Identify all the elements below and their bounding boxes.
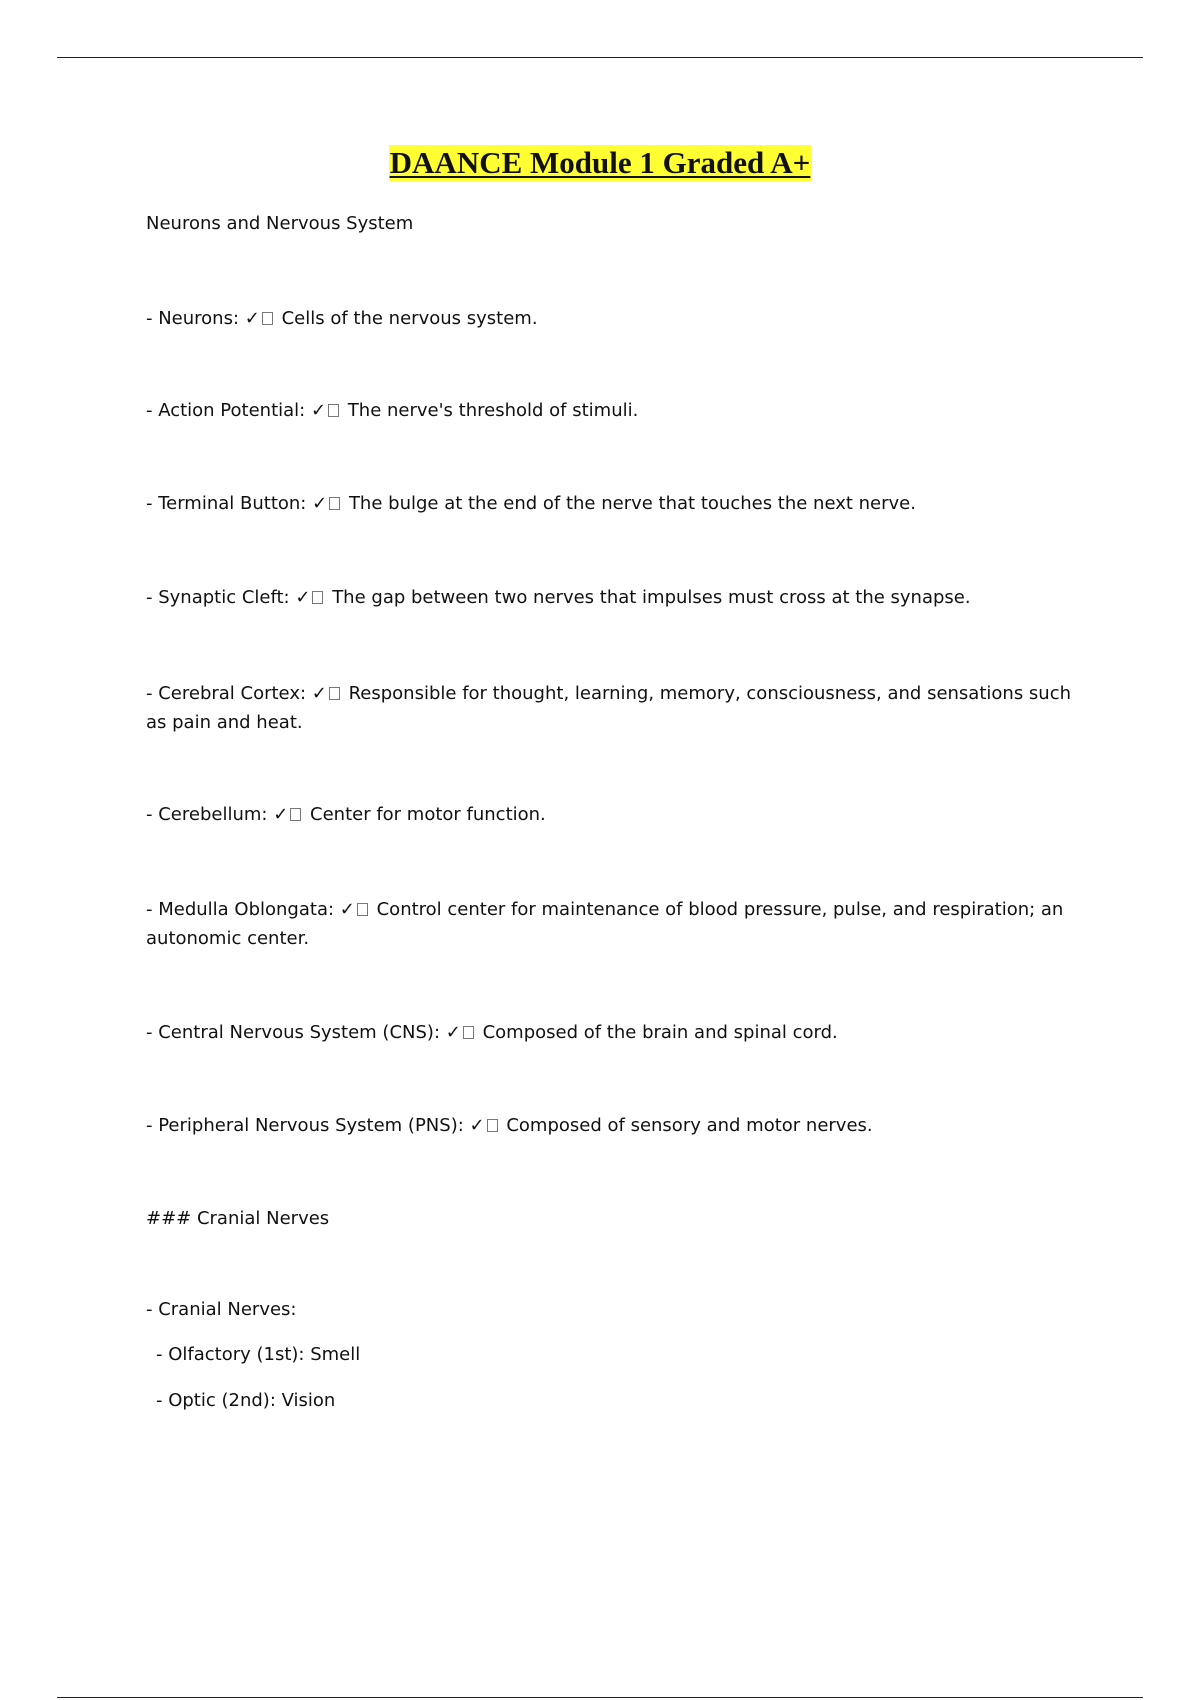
definition-item: [146, 396, 638, 425]
definition-text: Responsible for thought, learning, memory, consciousness, and sensations such as pain and heat.: [146, 683, 1072, 733]
definition-item: [146, 304, 538, 333]
definition-text: Composed of sensory and motor nerves.: [506, 1115, 873, 1136]
definition-text: Cells of the nervous system.: [281, 308, 538, 329]
checkbox-icon: [329, 687, 340, 700]
checkmark-icon: ✓: [311, 683, 327, 704]
cranial-nerves-label: - Cranial Nerves:: [146, 1299, 297, 1320]
checkbox-icon: [312, 591, 323, 604]
definition-text: The bulge at the end of the nerve that touches the next nerve.: [348, 493, 916, 514]
checkbox-icon: [262, 312, 273, 325]
checkbox-icon: [290, 808, 301, 821]
definition-item: [146, 1111, 873, 1140]
definition-term: - Cerebral Cortex:: [146, 683, 307, 704]
checkbox-icon: [357, 903, 368, 916]
list-item: - Optic (2nd): Vision: [156, 1390, 336, 1411]
checkbox-icon: [487, 1119, 498, 1132]
definition-item: [146, 895, 1081, 953]
definition-item: [146, 800, 546, 829]
checkbox-icon: [328, 404, 339, 417]
definition-term: - Cerebellum:: [146, 804, 268, 825]
title-container: [0, 145, 1200, 181]
checkmark-icon: ✓: [339, 899, 355, 920]
footer-rule: [57, 1697, 1143, 1698]
checkmark-icon: ✓: [312, 493, 328, 514]
definition-item: [146, 679, 1081, 737]
checkmark-icon: ✓: [445, 1022, 461, 1043]
subsection-heading: ### Cranial Nerves: [146, 1208, 330, 1229]
definition-text: The gap between two nerves that impulses must cross at the synapse.: [332, 587, 971, 608]
definition-text: Center for motor function.: [310, 804, 546, 825]
checkmark-icon: ✓: [310, 400, 327, 421]
definition-term: - Terminal Button:: [146, 493, 307, 514]
definition-term: - Action Potential:: [146, 400, 306, 421]
definition-term: - Central Nervous System (CNS):: [146, 1022, 441, 1043]
checkmark-icon: ✓: [273, 804, 289, 825]
list-item: - Olfactory (1st): Smell: [156, 1344, 361, 1365]
definition-term: - Peripheral Nervous System (PNS):: [146, 1115, 464, 1136]
checkbox-icon: [329, 497, 340, 510]
definition-term: - Medulla Oblongata:: [146, 899, 335, 920]
definition-item: [146, 583, 971, 612]
section-heading: Neurons and Nervous System: [146, 213, 414, 234]
definition-item: [146, 489, 916, 518]
document-title: DAANCE Module 1 Graded A+: [389, 145, 811, 180]
checkbox-icon: [463, 1026, 474, 1039]
definition-text: The nerve's threshold of stimuli.: [347, 400, 639, 421]
checkmark-icon: ✓: [244, 308, 260, 329]
definition-term: - Neurons:: [146, 308, 240, 329]
header-rule: [57, 57, 1143, 58]
definition-text: Control center for maintenance of blood pressure, pulse, and respiration; an autonomic center.: [146, 899, 1064, 949]
definition-item: [146, 1018, 838, 1047]
definition-text: Composed of the brain and spinal cord.: [482, 1022, 838, 1043]
checkmark-icon: ✓: [469, 1115, 485, 1136]
definition-term: - Synaptic Cleft:: [146, 587, 290, 608]
checkmark-icon: ✓: [295, 587, 311, 608]
